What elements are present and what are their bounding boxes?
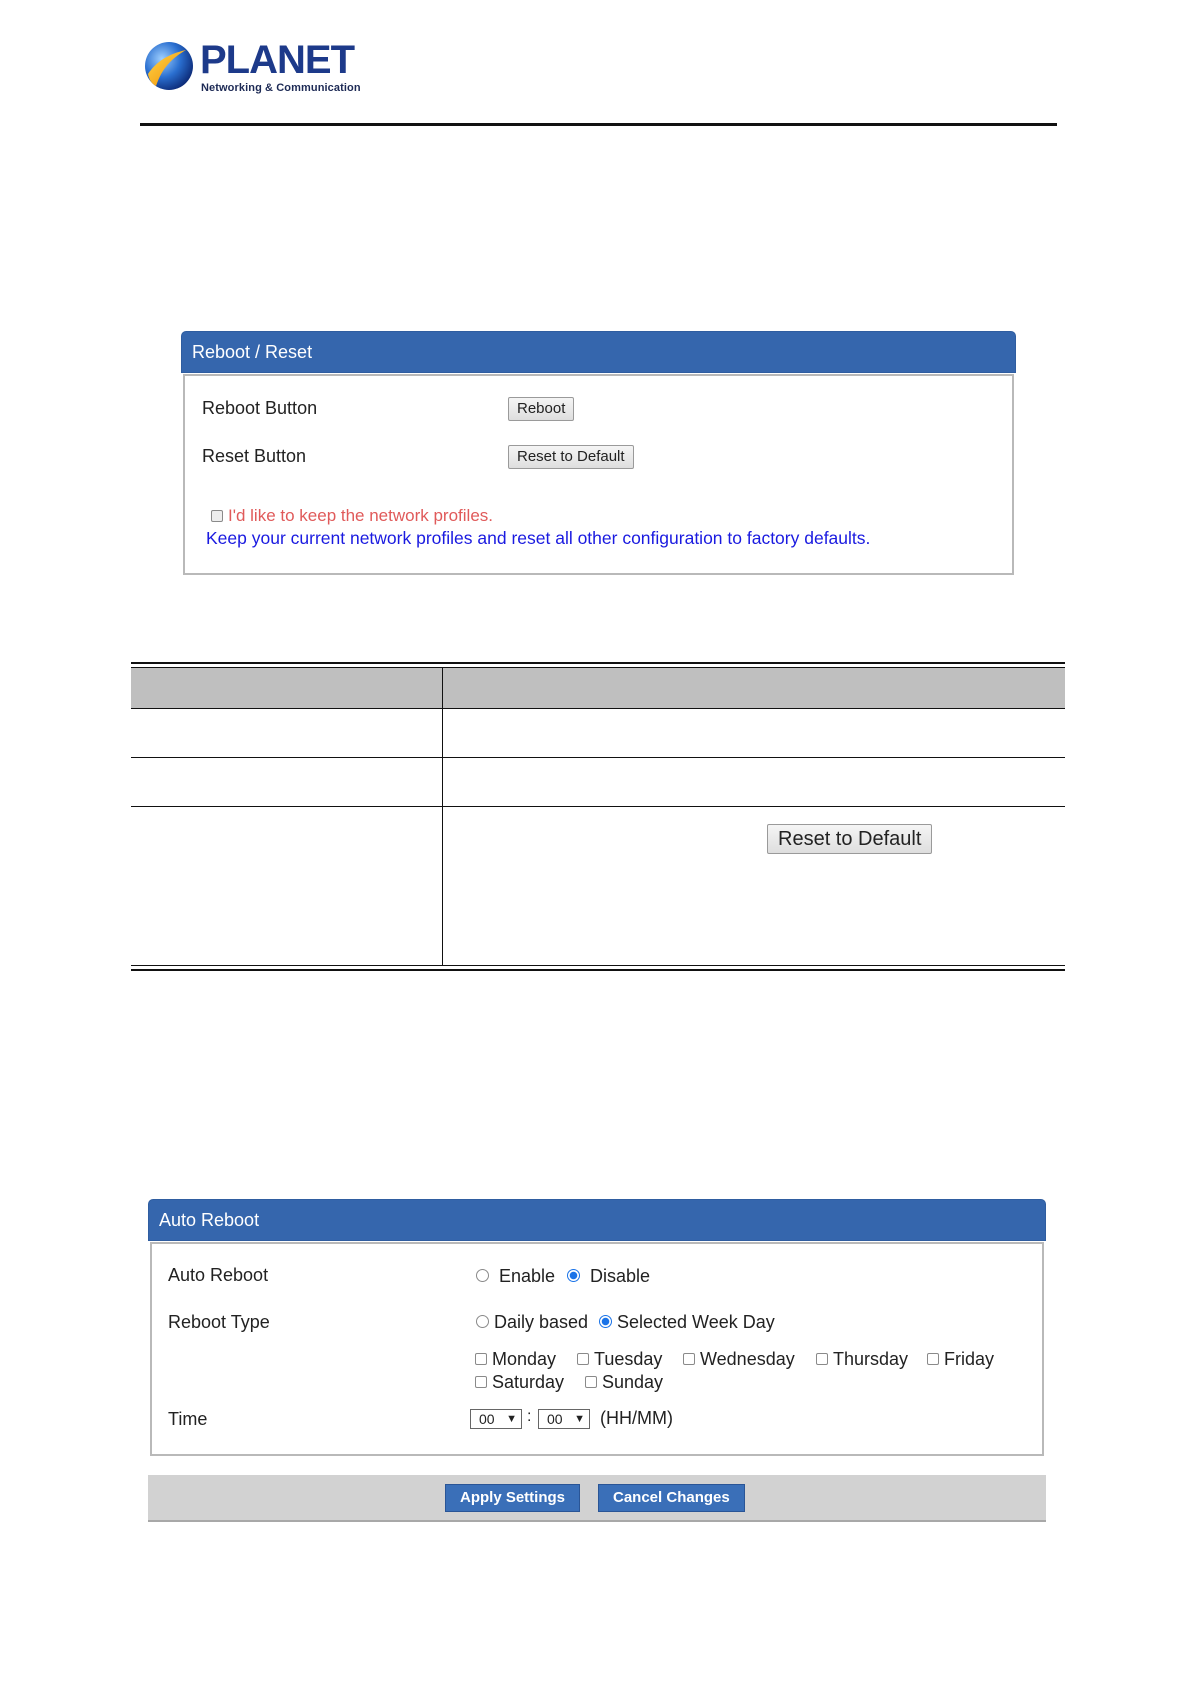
- panel-title: Reboot / Reset: [181, 331, 1016, 373]
- brand-name: PLANET: [200, 38, 354, 82]
- sunday-checkbox[interactable]: [585, 1376, 597, 1388]
- disable-label: Disable: [590, 1266, 651, 1286]
- brand-tagline: Networking & Communication: [201, 82, 361, 94]
- table-header-row: [131, 668, 1065, 708]
- saturday-label: Saturday: [492, 1372, 565, 1392]
- chevron-down-icon: ▼: [574, 1413, 585, 1425]
- table-row: [131, 709, 1065, 757]
- cancel-changes-button[interactable]: Cancel Changes: [598, 1484, 745, 1512]
- selected-week-day-radio[interactable]: [599, 1315, 612, 1328]
- reboot-type-label: Reboot Type: [168, 1312, 270, 1332]
- action-bar: [148, 1475, 1046, 1522]
- auto-reboot-body: [150, 1242, 1044, 1456]
- tuesday-label: Tuesday: [594, 1349, 663, 1369]
- reboot-reset-body: [183, 374, 1014, 575]
- table-bottom-rule: [131, 965, 1065, 971]
- reset-button-label: Reset Button: [202, 446, 307, 466]
- apply-settings-button[interactable]: Apply Settings: [445, 1484, 580, 1512]
- monday-label: Monday: [492, 1349, 557, 1369]
- keep-profiles-label: I'd like to keep the network profiles.: [228, 506, 493, 525]
- time-separator: :: [527, 1408, 532, 1425]
- hour-select[interactable]: [470, 1409, 522, 1429]
- tuesday-checkbox[interactable]: [577, 1353, 589, 1365]
- time-format-hint: (HH/MM): [600, 1408, 673, 1428]
- minute-value: 00: [547, 1411, 563, 1427]
- thursday-checkbox[interactable]: [816, 1353, 828, 1365]
- header-divider: [140, 123, 1057, 126]
- table-reset-to-default-button[interactable]: Reset to Default: [767, 824, 932, 854]
- reset-to-default-button[interactable]: Reset to Default: [508, 445, 634, 469]
- chevron-down-icon: ▼: [506, 1413, 517, 1425]
- sunday-label: Sunday: [602, 1372, 664, 1392]
- friday-label: Friday: [944, 1349, 995, 1369]
- enable-radio[interactable]: [476, 1269, 489, 1282]
- minute-select[interactable]: [538, 1409, 590, 1429]
- daily-based-label: Daily based: [494, 1312, 589, 1332]
- planet-logo: [142, 38, 362, 96]
- selected-week-day-label: Selected Week Day: [617, 1312, 775, 1332]
- monday-checkbox[interactable]: [475, 1353, 487, 1365]
- hour-value: 00: [479, 1411, 495, 1427]
- time-label: Time: [168, 1409, 208, 1429]
- disable-radio[interactable]: [567, 1269, 580, 1282]
- daily-based-radio[interactable]: [476, 1315, 489, 1328]
- auto-reboot-label: Auto Reboot: [168, 1265, 269, 1285]
- reboot-button[interactable]: Reboot: [508, 397, 574, 421]
- globe-logo-icon: [142, 40, 196, 94]
- enable-label: Enable: [499, 1266, 556, 1286]
- wednesday-label: Wednesday: [700, 1349, 795, 1369]
- saturday-checkbox[interactable]: [475, 1376, 487, 1388]
- reboot-button-label: Reboot Button: [202, 398, 318, 418]
- table-row: [131, 758, 1065, 806]
- friday-checkbox[interactable]: [927, 1353, 939, 1365]
- wednesday-checkbox[interactable]: [683, 1353, 695, 1365]
- keep-profiles-checkbox[interactable]: [211, 510, 223, 522]
- panel-title: Auto Reboot: [148, 1199, 1046, 1241]
- table-row: [131, 807, 1065, 965]
- reboot-reset-panel: [181, 331, 1016, 373]
- keep-profiles-description: Keep your current network profiles and reset all other configuration to factory defaults.: [206, 528, 871, 548]
- auto-reboot-panel: [148, 1199, 1046, 1241]
- thursday-label: Thursday: [833, 1349, 909, 1369]
